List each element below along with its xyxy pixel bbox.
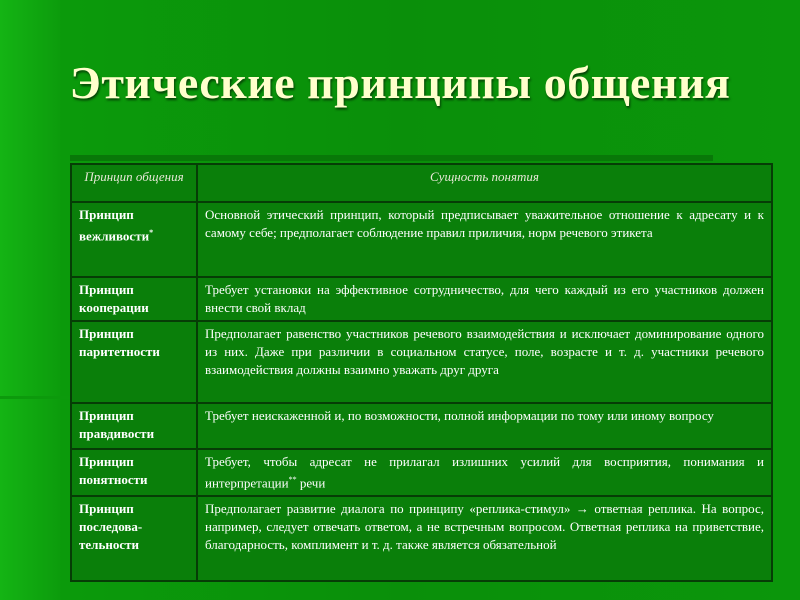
description-text: Требует, чтобы адресат не прилагал излишних усилий для восприятия, понимания и интерпретации <box>205 454 764 491</box>
principle-name-text: Принцип вежливости <box>79 207 150 244</box>
principle-name: Принцип паритетности <box>71 321 197 403</box>
principle-description <box>197 449 772 496</box>
principle-description: Предполагает развитие диалога по принципу «реплика-стимул» → ответная реплика. На вопрос, например, следует отвечать ответом, а не встречным вопросом. Ответная реплика на приветствие, благодарность, комплимент и т. д. также является обязательной <box>197 496 772 581</box>
principle-name: Принцип последова-тельности <box>71 496 197 581</box>
header-essence: Сущность понятия <box>197 164 772 202</box>
slide-title: Этические принципы общения <box>69 57 731 108</box>
decorative-line <box>70 155 713 161</box>
table-header-row <box>71 164 772 202</box>
table-row <box>71 496 772 581</box>
table-row <box>71 449 772 496</box>
footnote-mark: ** <box>288 475 297 484</box>
principle-description: Требует неискаженной и, по возможности, полной информации по тому или иному вопросу <box>197 403 772 449</box>
principle-name <box>71 202 197 277</box>
table-row <box>71 321 772 403</box>
principle-name: Принцип кооперации <box>71 277 197 321</box>
principle-description: Требует установки на эффективное сотрудничество, для чего каждый из его участников должен внести свой вклад <box>197 277 772 321</box>
principle-name: Принцип понятности <box>71 449 197 496</box>
description-text: речи <box>296 475 326 491</box>
footnote-mark: * <box>149 228 154 237</box>
table-row <box>71 403 772 449</box>
principle-description: Основной этический принцип, который предписывает уважительное отношение к адресату и к самому себе; предполагает соблюдение правил приличия, норм речевого этикета <box>197 202 772 277</box>
table-row <box>71 277 772 321</box>
table-row <box>71 202 772 277</box>
principle-name: Принцип правдивости <box>71 403 197 449</box>
principles-table <box>70 163 773 582</box>
header-principle: Принцип общения <box>71 164 197 202</box>
principle-description: Предполагает равенство участников речевого взаимодействия и исключает доминирование одного из них. Даже при различии в социальном статусе, поле, возрасте и т. д. участники речевого взаимодействия должны взаимно уважать друг друга <box>197 321 772 403</box>
